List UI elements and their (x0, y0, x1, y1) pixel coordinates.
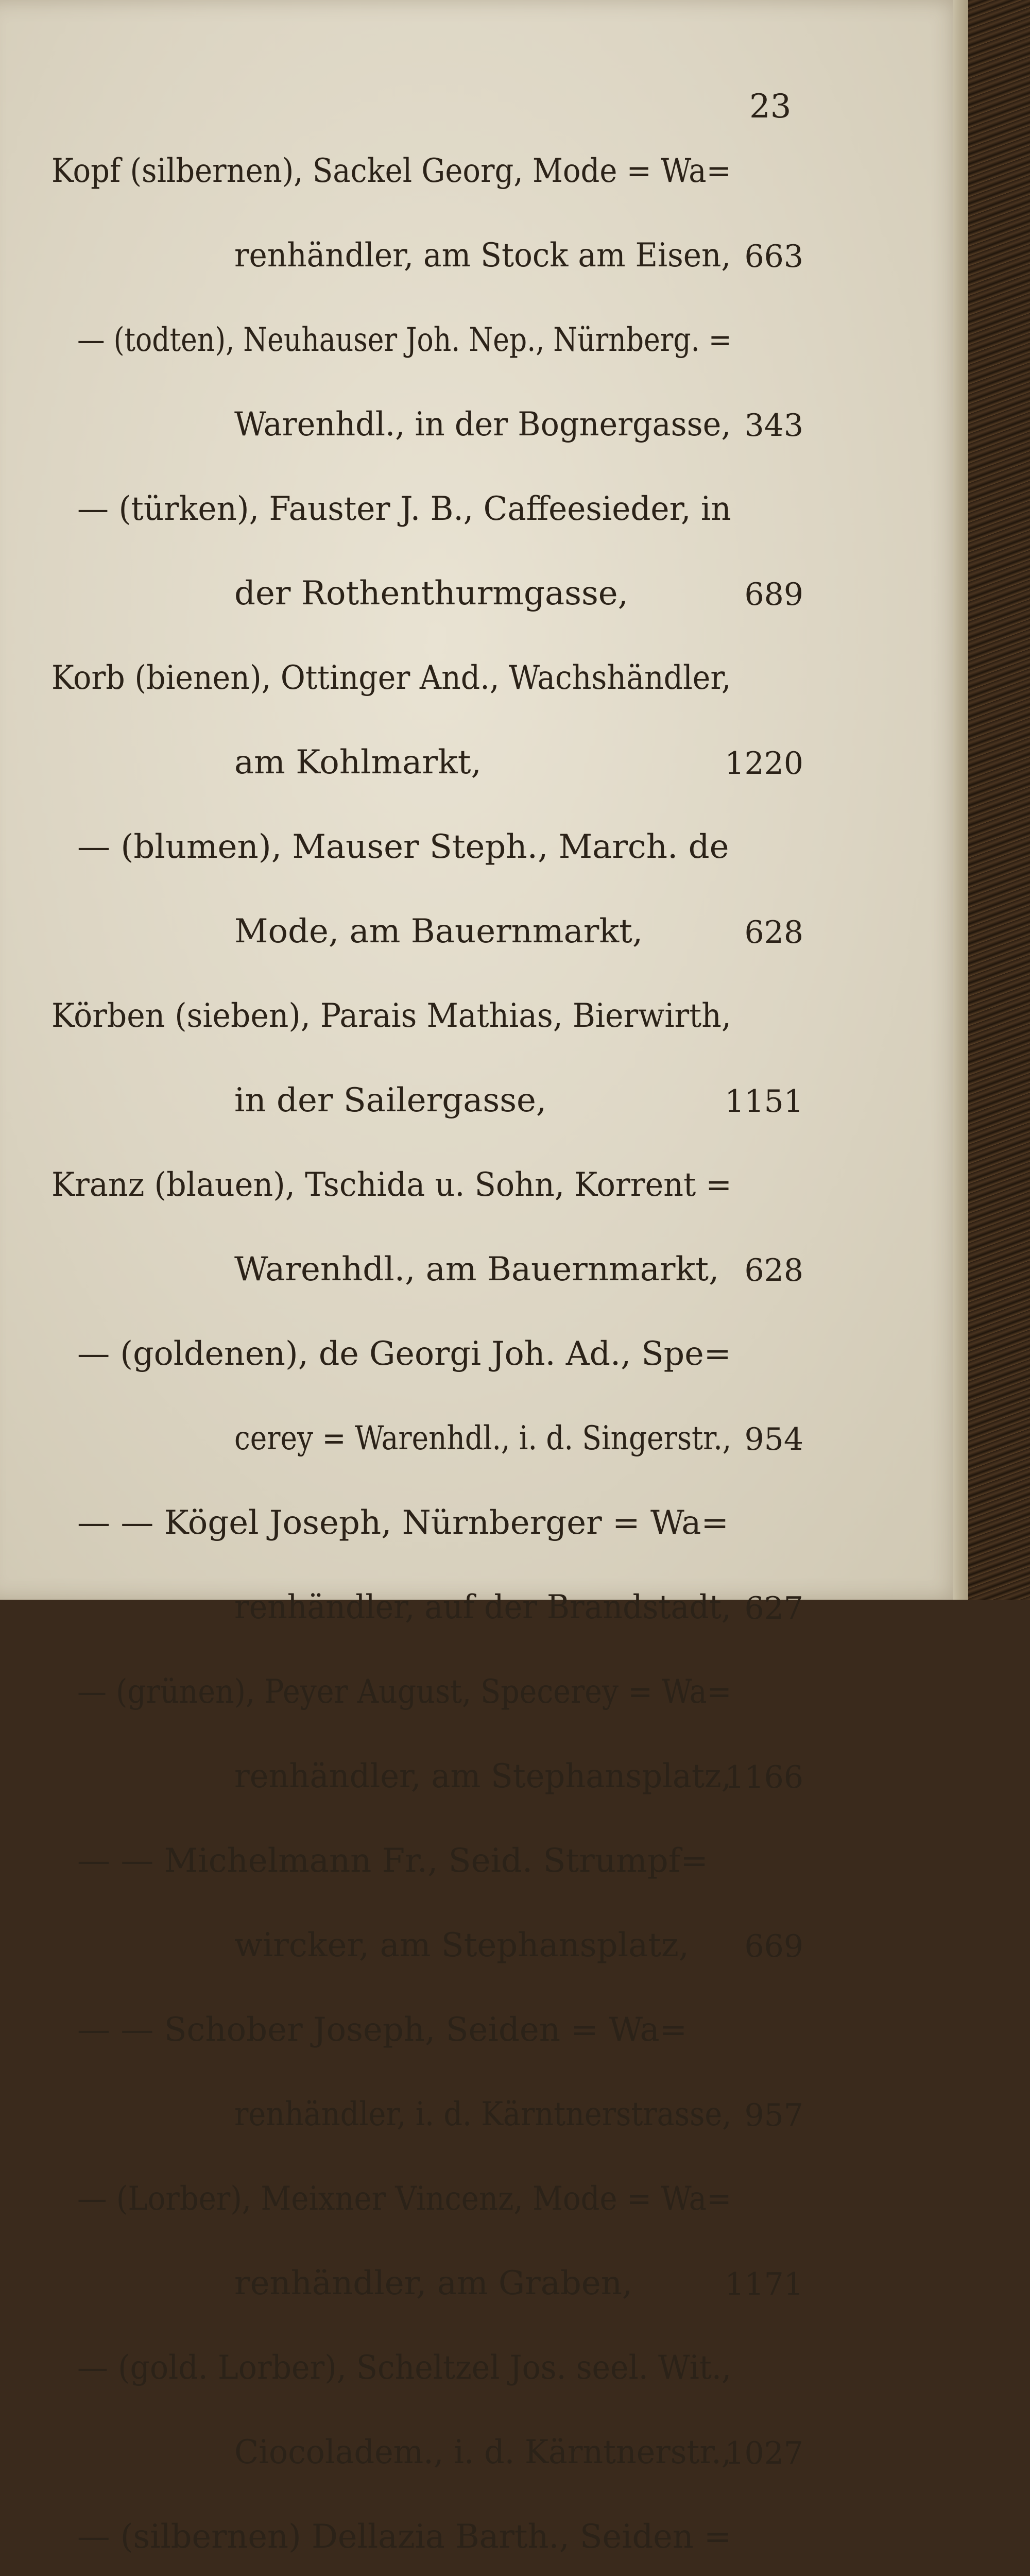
entry-continuation-line: Mode, am Bauernmarkt, (234, 912, 643, 951)
entry-continuation-line: renhändler, am Stock am Eisen, (234, 236, 731, 275)
entry-continuation-line: Warenhdl., am Bauernmarkt, (234, 1250, 719, 1289)
house-number: 1166 (725, 1759, 803, 1795)
entry-heading-line: — (blumen), Mauser Steph., March. de (77, 828, 729, 866)
entry-heading-line: — (silbernen) Dellazia Barth., Seiden = (77, 2518, 732, 2556)
entry-heading-line: Kopf (silbernen), Sackel Georg, Mode = Wa= (52, 152, 731, 190)
house-number: 628 (744, 1252, 803, 1289)
entry-heading-line: — (türken), Fauster J. B., Caffeesieder, in (77, 490, 731, 528)
house-number: 343 (744, 408, 803, 444)
house-number: 689 (744, 577, 803, 613)
entry-heading-line: — (todten), Neuhauser Joh. Nep., Nürnberg. = (77, 321, 732, 359)
entry-continuation-line: renhändler, am Graben, (234, 2264, 633, 2302)
house-number: 627 (744, 1590, 803, 1626)
entry-heading-line: — — Schober Joseph, Seiden = Wa= (77, 2011, 688, 2049)
entry-continuation-line: renhändler, i. d. Kärntnerstrasse, (234, 2095, 732, 2133)
entry-heading-line: Kranz (blauen), Tschida u. Sohn, Korrent = (52, 1166, 732, 1204)
house-number: 1027 (725, 2435, 803, 2471)
entry-continuation-line: Ciocoladem., i. d. Kärntnerstr., (234, 2433, 732, 2471)
entry-continuation-line: wircker, am Stephansplatz, (234, 1926, 689, 1964)
page-number: 23 (749, 88, 792, 126)
house-number: 1220 (725, 745, 803, 782)
book-binding (968, 0, 1030, 1600)
entry-heading-line: — — Michelmann Fr., Seid. Strumpf= (77, 1842, 708, 1880)
house-number: 1171 (725, 2266, 803, 2302)
house-number: 669 (744, 1928, 803, 1964)
entry-heading-line: — (gold. Lorber), Scheltzel Jos. seel. Wit., (77, 2349, 732, 2387)
entry-heading-line: — (goldenen), de Georgi Joh. Ad., Spe= (77, 1335, 731, 1373)
entry-continuation-line: renhändler, am Stephansplatz, (234, 1757, 732, 1795)
entry-heading-line: Korb (bienen), Ottinger And., Wachshändler, (52, 659, 731, 697)
house-number: 1151 (725, 1083, 803, 1120)
entry-heading-line: — (Lorber), Meixner Vincenz, Mode = Wa= (77, 2180, 732, 2218)
entry-heading-line: Körben (sieben), Parais Mathias, Bierwirth, (52, 997, 731, 1035)
entry-heading-line: — (grünen), Peyer August, Specerey = Wa= (77, 1673, 732, 1711)
house-number: 663 (744, 239, 803, 275)
page-edge (953, 0, 968, 1600)
entry-continuation-line: renhändler, auf der Brandstadt, (234, 1588, 731, 1626)
entry-continuation-line: cerey = Warenhdl., i. d. Singerstr., (234, 1419, 732, 1458)
entry-continuation-line: am Kohlmarkt, (234, 743, 482, 782)
entry-continuation-line: Warenhdl., in der Bognergasse, (234, 405, 731, 444)
entry-heading-line: — — Kögel Joseph, Nürnberger = Wa= (77, 1504, 729, 1542)
house-number: 954 (744, 1421, 803, 1458)
house-number: 628 (744, 914, 803, 951)
house-number: 957 (744, 2097, 803, 2133)
entry-continuation-line: der Rothenthurmgasse, (234, 574, 628, 613)
entry-continuation-line: in der Sailergasse, (234, 1081, 547, 1120)
